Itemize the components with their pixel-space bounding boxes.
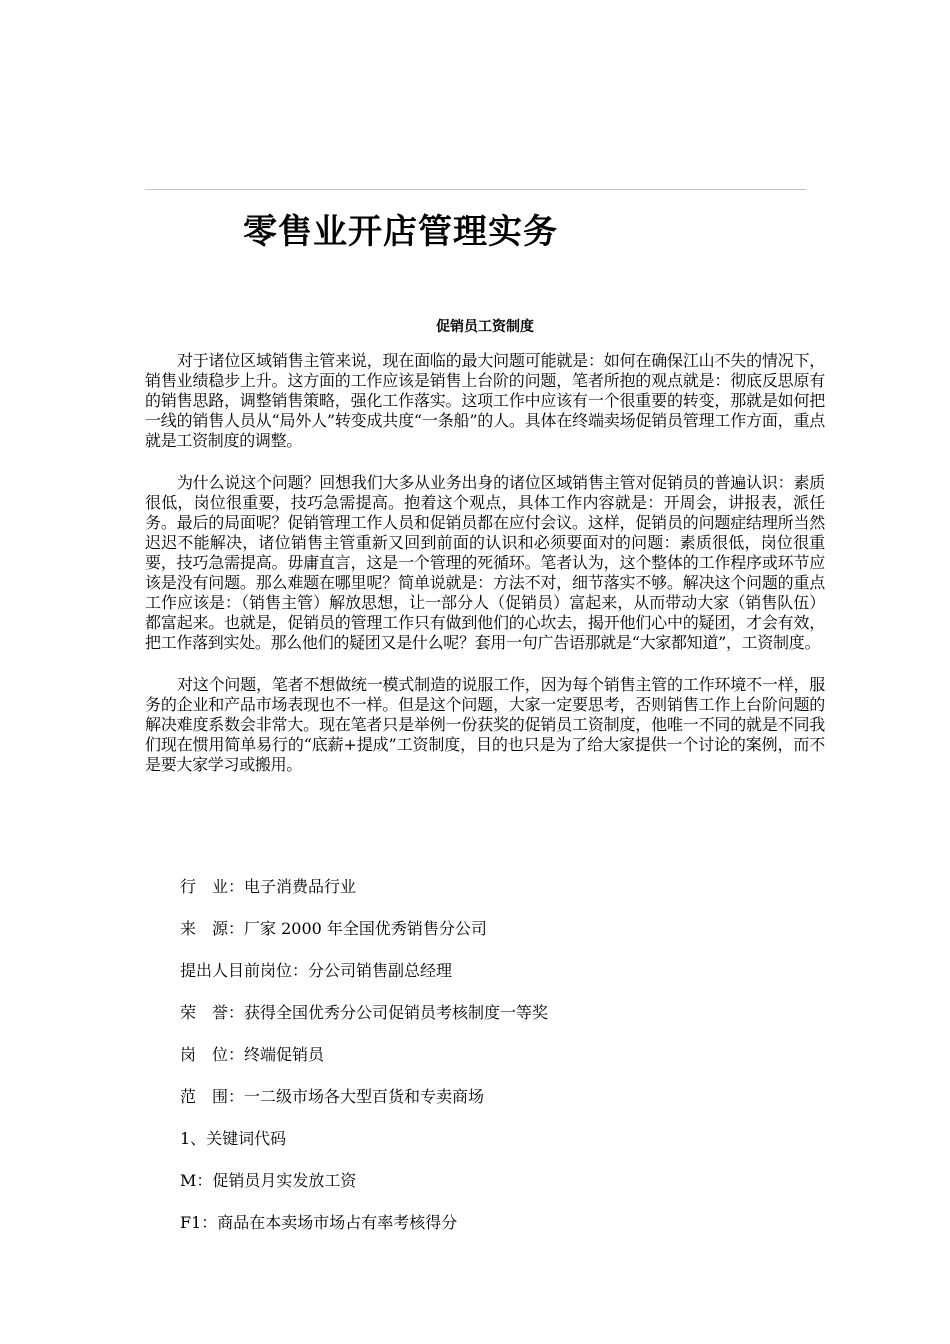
paragraph: 对这个问题，笔者不想做统一模式制造的说服工作，因为每个销售主管的工作环境不一样，服务的企业和产品市场表现也不一样。但是这个问题，大家一定要思考，否则销售工作上台阶问题的解决难度系数会非常大。现在笔者只是举例一份获奖的促销员工资制度，他唯一不同的就是不同我们现在惯用简单易行的“底薪+提成”工资制度，目的也只是为了给大家提供一个讨论的案例，而不是要大家学习或搬用。 [145,675,825,774]
info-industry: 行 业：电子消费品行业 [180,877,357,896]
keyword-f1: F1：商品在本卖场市场占有率考核得分 [180,1213,458,1232]
section-title: 促销员工资制度 [436,319,534,335]
document-title: 零售业开店管理实务 [243,212,558,252]
info-proposer-position: 提出人目前岗位：分公司销售副总经理 [180,961,453,980]
info-source: 来 源：厂家 2000 年全国优秀销售分公司 [180,919,487,938]
keyword-m: M：促销员月实发放工资 [180,1171,357,1190]
paragraph: 对于诸位区域销售主管来说，现在面临的最大问题可能就是：如何在确保江山不失的情况下，销售业绩稳步上升。这方面的工作应该是销售上台阶的问题，笔者所抱的观点就是：彻底反思原有的销售思路，调整销售策略，强化工作落实。这项工作中应该有一个很重要的转变，那就是如何把一线的销售人员从“局外人”转变成共度“一条船”的人。具体在终端卖场促销员管理工作方面，重点就是工资制度的调整。 [145,351,825,450]
header-divider [145,189,806,190]
info-honor: 荣 誉：获得全国优秀分公司促销员考核制度一等奖 [180,1003,549,1022]
paragraph: 为什么说这个问题？回想我们大多从业务出身的诸位区域销售主管对促销员的普遍认识：素质很低，岗位很重要，技巧急需提高。抱着这个观点，具体工作内容就是：开周会，讲报表，派任务。最后的局面呢？促销管理工作人员和促销员都在应付会议。这样，促销员的问题症结理所当然迟迟不能解决，诸位销售主管重新又回到前面的认识和必须要面对的问题：素质很低，岗位很重要，技巧急需提高。毋庸直言，这是一个管理的死循环。笔者认为，这个整体的工作程序或环节应该是没有问题。那么难题在哪里呢？简单说就是：方法不对，细节落实不够。解决这个问题的重点工作应该是：（销售主管）解放思想，让一部分人（促销员）富起来，从而带动大家（销售队伍）都富起来。也就是，促销员的管理工作只有做到他们的心坎去，揭开他们心中的疑团，才会有效，把工作落到实处。那么他们的疑团又是什么呢？套用一句广告语那就是“大家都知道”，工资制度。 [145,473,825,652]
body-text [145,351,825,797]
info-position: 岗 位：终端促销员 [180,1045,325,1064]
info-list [180,877,820,1255]
info-scope: 范 围：一二级市场各大型百货和专卖商场 [180,1087,485,1106]
keyword-heading: 1、关键词代码 [180,1129,287,1148]
